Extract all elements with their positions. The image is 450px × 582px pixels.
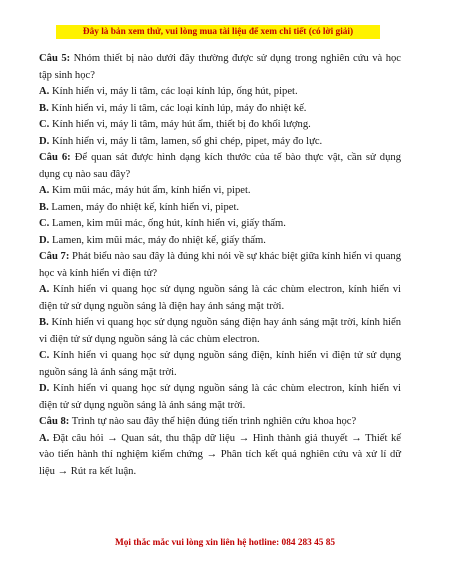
option-letter: D.: [39, 234, 50, 246]
question-text: Để quan sát được hình dạng kích thước của tế bào thực vật, cần sử dụng dụng cụ nào sau đây?: [39, 152, 401, 180]
option-text: Lamen, kim mũi mác, ống hút, kính hiển vi, giấy thấm.: [51, 218, 286, 229]
option-letter: C.: [39, 119, 50, 130]
option-letter: C.: [39, 218, 50, 229]
option-b: [39, 101, 401, 118]
hotline-footer: Mọi thắc mắc vui lòng xin liên hệ hotline: 084 283 45 85: [114, 538, 336, 548]
option-text: Đặt câu hỏi → Quan sát, thu thập dữ liệu → Hình thành giả thuyết → Thiết kế vào tiến hành thí nghiệm kiểm chứng → Phân tích kết quả nghiên cứu và xử lí dữ liệu → Rút ra kết luận.: [39, 432, 401, 477]
option-letter: D.: [39, 135, 50, 147]
option-text: Lamen, kim mũi mác, máy đo nhiệt kế, giấy thấm.: [51, 234, 266, 246]
option-letter: A.: [39, 185, 50, 196]
option-letter: A.: [39, 284, 50, 295]
question-8: [39, 414, 401, 431]
option-a: [39, 282, 401, 315]
preview-notice-banner: Đây là bản xem thử, vui lòng mua tài liệu để xem chi tiết (có lời giải): [56, 25, 380, 39]
question-label: Câu 5:: [39, 53, 71, 64]
question-label: Câu 7:: [39, 251, 70, 262]
option-c: [39, 117, 401, 134]
option-a: [39, 431, 401, 481]
question-label: Câu 6:: [39, 152, 71, 163]
question-text: Phát biểu nào sau đây là đúng khi nói về sự khác biệt giữa kính hiển vi quang học và kính hiển vi điện tử?: [39, 251, 401, 279]
option-text: Kính hiển vi, máy li tâm, các loại kính lúp, ống hút, pipet.: [51, 86, 298, 97]
option-text: Kính hiển vi, máy li tâm, máy hút ẩm, thiết bị đo khối lượng.: [51, 119, 311, 130]
option-text: Kính hiển vi quang học sử dụng nguồn sáng là các chùm electron, kính hiển vi điện tử sử dụng nguồn sáng là điện hay ánh sáng mặt trời.: [39, 284, 401, 312]
option-letter: A.: [39, 432, 50, 444]
option-b: [39, 315, 401, 348]
question-6: [39, 150, 401, 183]
question-text: Trình tự nào sau đây thể hiện đúng tiến trình nghiên cứu khoa học?: [71, 416, 357, 427]
option-text: Kính hiển vi, máy li tâm, lamen, sổ ghi chép, pipet, máy đo lực.: [51, 135, 323, 147]
question-text: Nhóm thiết bị nào dưới đây thường được sử dụng trong nghiên cứu và học tập sinh học?: [39, 53, 402, 81]
option-c: [39, 216, 401, 233]
option-a: [39, 84, 401, 101]
option-d: [39, 233, 401, 250]
option-text: Kim mũi mác, máy hút ẩm, kính hiển vi, pipet.: [51, 185, 251, 196]
option-text: Kính hiển vi quang học sử dụng nguồn sáng điện hay ánh sáng mặt trời, kính hiển vi điện tử sử dụng nguồn sáng là các chùm electron.: [39, 317, 401, 345]
option-b: [39, 200, 401, 217]
option-text: Lamen, máy đo nhiệt kế, kính hiển vi, pipet.: [51, 201, 240, 213]
option-letter: D.: [39, 383, 50, 394]
question-5: [39, 51, 401, 84]
option-letter: B.: [39, 201, 49, 213]
option-d: [39, 381, 401, 414]
option-text: Kính hiển vi, máy li tâm, các loại kính lúp, máy đo nhiệt kế.: [51, 102, 307, 114]
question-list: [39, 51, 401, 480]
option-letter: B.: [39, 102, 49, 114]
option-d: [39, 134, 401, 151]
option-c: [39, 348, 401, 381]
option-letter: C.: [39, 350, 50, 361]
question-label: Câu 8:: [39, 416, 70, 427]
option-a: [39, 183, 401, 200]
option-letter: A.: [39, 86, 50, 97]
option-text: Kính hiển vi quang học sử dụng nguồn sáng là các chùm electron, kính hiển vi điện tử sử dụng nguồn sáng là ánh sáng mặt trời.: [39, 383, 401, 411]
option-text: Kính hiển vi quang học sử dụng nguồn sáng điện, kính hiển vi điện tử sử dụng nguồn sáng là ánh sáng mặt trời.: [39, 350, 402, 378]
question-7: [39, 249, 401, 282]
option-letter: B.: [39, 317, 49, 328]
